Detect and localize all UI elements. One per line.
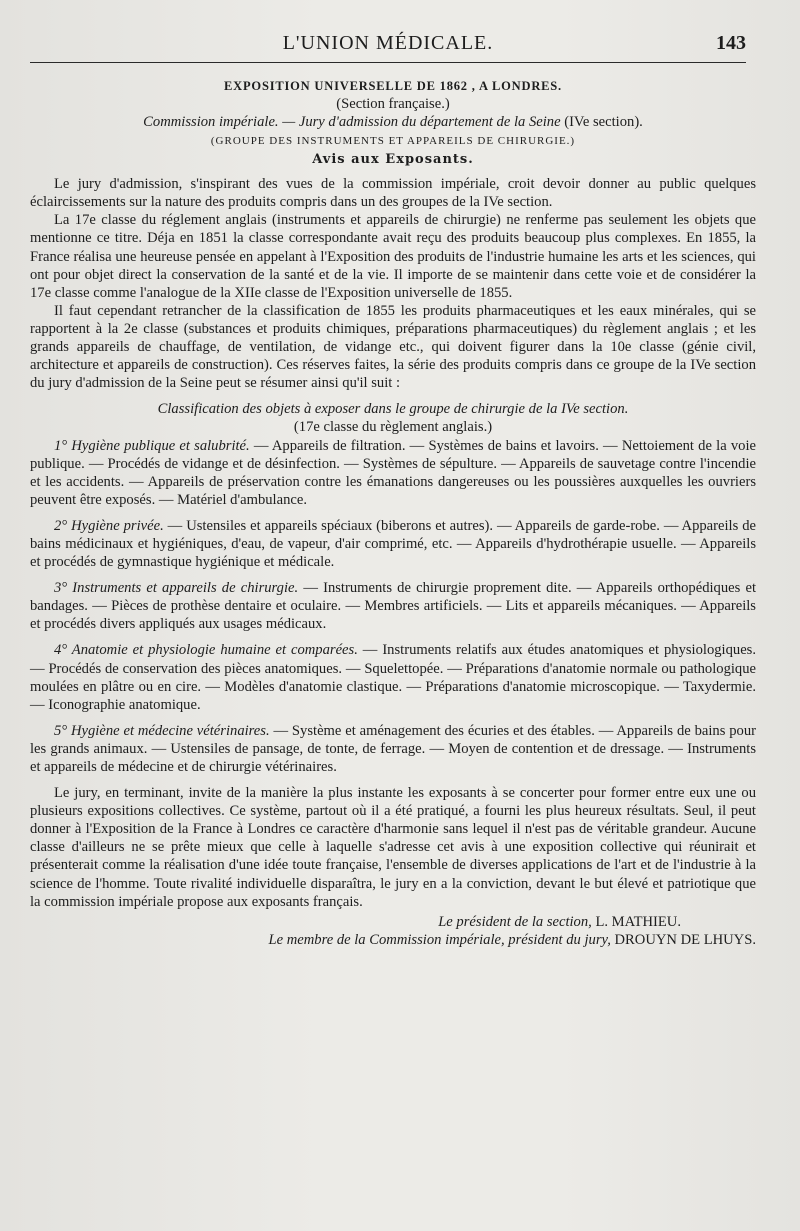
exposition-title: EXPOSITION UNIVERSELLE DE 1862 , A LONDRES. — [224, 79, 562, 93]
signature-2-role: Le membre de la Commission impériale, président du jury, — [268, 931, 611, 948]
item-5-text: — Système et aménagement des écuries et des étables. — Appareils de bains pour les grands animaux. — Ustensiles de pansage, de tonte, de ferrage. — Moyen de contention et de dressage. — Instruments et appareils de médecine et de chirurgie vétérinaires. — [30, 722, 756, 775]
groupe-line: (GROUPE DES INSTRUMENTS ET APPAREILS DE CHIRURGIE.) — [210, 135, 576, 148]
commission-line — [30, 113, 756, 131]
item-2-label: 2° Hygiène privée. — [54, 517, 164, 534]
item-1-label: 1° Hygiène publique et salubrité. — [54, 437, 250, 454]
item-3 — [30, 579, 756, 633]
signature-1-role: Le président de la section, — [438, 913, 592, 930]
item-2-text: — Ustensiles et appareils spéciaux (biberons et autres). — Appareils de garde-robe. — Appareils de bains médicinaux et hygiéniques, d'eau, de vapeur, d'air comprimé, etc. — Appareils d'hydrothérapie usuelle. — Appareils et procédés de gymnastique hygiénique et médicale. — [30, 517, 756, 571]
commission-title: Commission impériale. — Jury d'admission du département de la Seine — [143, 114, 561, 131]
item-2 — [30, 517, 756, 571]
page-number: 143 — [716, 32, 746, 54]
signature-2-name: DROUYN DE LHUYS. — [610, 931, 756, 948]
running-head — [30, 30, 746, 63]
item-3-label: 3° Instruments et appareils de chirurgie. — [54, 580, 299, 597]
paragraph-closing: Le jury, en terminant, invite de la manière la plus instante les exposants à se concerter pour former entre eux une ou plusieurs expositions collectives. Ce système, partout où il a été pratiqué, a fourni les plus heureux résultats. Seul, il peut donner à l'Exposition de la France à Londres ce caractère d'harmonie sans lequel il n'est pas de véritable grandeur. Aucune classe d'ailleurs ne se prête mieux que celle à laquelle s'adresse cet avis à une exposition collective qui réunirait et présenterait comme la réalisation d'une idée toute française, l'ensemble de diverses applications de l'art et de l'industrie à la science de l'homme. Toute rivalité individuelle disparaîtra, le jury en a la conviction, devant le but élevé et patriotique que la commission impériale propose aux exposants français. — [30, 785, 756, 910]
paragraph-intro: Le jury d'admission, s'inspirant des vues de la commission impériale, croit devoir donner au public quelques éclaircissements sur la nature des produits compris dans un des groupes de la IVe section. — [30, 176, 756, 211]
paragraph-exclusions: Il faut cependant retrancher de la classification de 1855 les produits pharmaceutiques et les eaux minérales, qui se rapportent à la 2e classe (substances et produits chimiques, préparations pharmaceutiques) du règlement anglais ; et les grands appareils de chauffage, de ventilation, de vidange etc., qui doivent figurer dans la 10e classe (génie civil, architecture et appareils de construction). Ces réserves faites, la série des produits compris dans ce groupe de la IVe section du jury d'admission de la Seine peut se résumer ainsi qu'il suit : — [30, 302, 756, 392]
item-1-text: — Appareils de filtration. — Systèmes de bains et lavoirs. — Nettoiement de la voie publique. — Procédés de vidange et de désinfection. — Systèmes de sépulture. — Appareils de sauvetage contre l'incendie et les accidents. — Appareils de préservation contre les émanations dangereuses ou les poussières auxquelles les ouvriers peuvent être exposés. — Matériel d'ambulance. — [30, 437, 756, 508]
item-3-text: — Instruments de chirurgie proprement dite. — Appareils orthopédiques et bandages. — Pièces de prothèse dentaire et oculaire. — Membres artificiels. — Lits et appareils mécaniques. — Appareils et procédés divers appliqués aux usages médicaux. — [30, 580, 756, 633]
item-5-label: 5° Hygiène et médecine vétérinaires. — [54, 722, 270, 739]
section-subtitle: (Section française.) — [336, 96, 450, 112]
paragraph-classe: La 17e classe du réglement anglais (instruments et appareils de chirurgie) ne renferme pas seulement les objets que mentionne ce titre. Déja en 1851 la classe correspondante avait reçu des produits beaucoup plus complexes. En 1855, la France réalisa une heureuse pensée en appelant à l'Exposition des produits de l'industrie humaine les arts et les sciences, qui ont pour objet direct la conservation de la santé et de la vie. Il importe de se maintenir dans cette voie et de considérer la 17e classe comme l'analogue de la XIIe classe de l'Exposition universelle de 1855. — [30, 212, 756, 301]
item-4 — [30, 641, 756, 713]
journal-title: L'UNION MÉDICALE. — [282, 32, 494, 54]
avis-heading: Avis aux Exposants. — [312, 152, 474, 168]
item-4-label: 4° Anatomie et physiologie humaine et comparées. — [54, 642, 358, 659]
classification-heading: Classification des objets à exposer dans le groupe de chirurgie de la IVe section. — [157, 401, 629, 418]
classification-subheading: (17e classe du règlement anglais.) — [293, 419, 493, 436]
item-5 — [30, 722, 756, 776]
article-body — [30, 77, 756, 949]
signature-1-name: L. MATHIEU. — [591, 913, 681, 930]
item-1 — [30, 437, 756, 509]
commission-section: (IVe section). — [560, 114, 643, 131]
signature-president-jury — [30, 931, 756, 949]
item-4-text: — Instruments relatifs aux études anatomiques et physiologiques. — Procédés de conservation des pièces anatomiques. — Squelettopée. — Préparations d'anatomie normale ou pathologique moulées en plâtre ou en cire. — Modèles d'anatomie clastique. — Préparations d'anatomie microscopique. — Taxydermie. — Iconographie anatomique. — [30, 642, 756, 713]
signature-president-section — [30, 913, 681, 931]
